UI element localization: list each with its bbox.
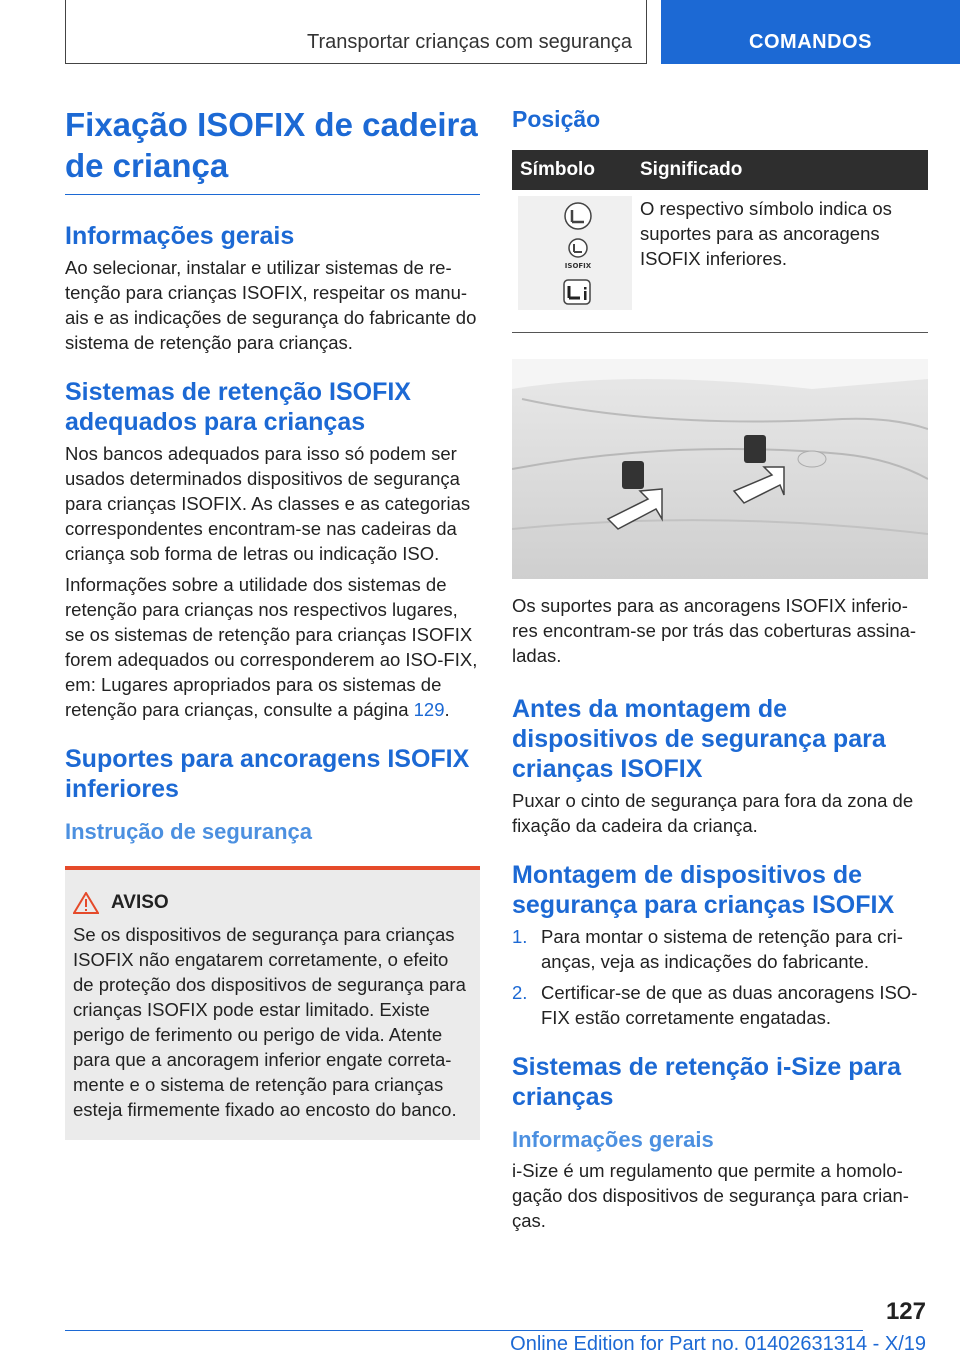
header-section-title: Transportar crianças com segurança [65, 0, 647, 64]
header-chapter-tab[interactable]: COMANDOS [661, 0, 960, 64]
section-isize-title: Sistemas de retenção i-Size para crianças [512, 1053, 902, 1111]
footer-divider [65, 1330, 863, 1331]
isofix-seat-icon [565, 203, 591, 229]
isofix-info-icon [564, 280, 590, 304]
meaning-cell: O respectivo símbolo indica os suportes para as ancoragens ISOFIX inferiores. [640, 198, 892, 269]
section-before-mounting-title: Antes da montagem de dispositivos de segurança para crianças ISOFIX [512, 695, 886, 783]
table-header-row [512, 150, 928, 190]
position-title: Posição [512, 106, 601, 132]
footer-edition: Online Edition for Part no. 01402631314 - X/19 [510, 1333, 926, 1355]
rear-seat-photo [512, 359, 928, 579]
page-title: Fixação ISOFIX de cadeira de criança [65, 106, 478, 184]
warning-text: Se os dispositivos de segurança para crianças ISOFIX não engatarem corretamente, o efeito de proteção dos dispositivos de segurança para crianças ISOFIX pode estar limitado. Existe perigo de ferimento ou perigo de vida. Atente para que a ancoragem inferior engate correta-mente e o sistema de retenção para crianças esteja firmemente fixado ao encosto do banco. [73, 924, 466, 1120]
section-suitable-systems-text-2: Informações sobre a utilidade dos sistemas de retenção para crianças nos respectivos lugares, se os sistemas de retenção para crianças ISOFIX forem adequados ou corresponderem ao ISO-FIX, em: Lugares apropriados para os sistemas de retenção para crianças, consulte a página 129. [65, 574, 478, 720]
warning-triangle-icon [73, 892, 99, 914]
table-bottom-rule [512, 332, 928, 333]
safety-instruction-title: Instrução de segurança [65, 819, 312, 844]
section-before-mounting-text: Puxar o cinto de segurança para fora da zona de fixação da cadeira da criança. [512, 790, 914, 836]
page-link[interactable]: 129 [413, 699, 445, 720]
section-suitable-systems-title: Sistemas de retenção ISOFIX adequados para crianças [65, 378, 411, 436]
isofix-label-icon [565, 239, 592, 270]
table-header-meaning: Significado [632, 150, 928, 190]
section-suitable-systems-text-1: Nos bancos adequados para isso só podem ser usados determinados dispositivos de segurança para crianças ISOFIX. As classes e as categorias correspondentes encontram-se nas cadeiras da criança sob forma de letras ou indicação ISO. [65, 443, 471, 564]
section-general-info-title: Informações gerais [65, 222, 295, 250]
warning-heading [73, 892, 472, 914]
list-item: 1. Para montar o sistema de retenção para cri-anças, veja as indicações do fabricante. [512, 926, 903, 972]
isofix-icon-text: ISOFIX [564, 262, 592, 270]
title-divider [65, 194, 480, 195]
isize-general-info-title: Informações gerais [512, 1127, 714, 1152]
right-column [512, 104, 928, 1233]
list-item: 2. Certificar-se de que as duas ancoragens ISO-FIX estão corretamente engatadas. [512, 982, 918, 1028]
section-mounting-title: Montagem de dispositivos de segurança para crianças ISOFIX [512, 861, 895, 919]
page-number: 127 [885, 1298, 926, 1325]
mounting-steps [512, 924, 928, 1030]
table-row [512, 190, 928, 320]
warning-box [65, 870, 480, 1140]
isize-general-info-text: i-Size é um regulamento que permite a homolo-gação dos dispositivos de segurança para crian-ças. [512, 1160, 909, 1231]
left-column [65, 104, 480, 1140]
section-anchorages-title: Suportes para ancoragens ISOFIX inferiores [65, 745, 470, 803]
warning-label: AVISO [111, 892, 169, 913]
isofix-symbols [518, 196, 632, 310]
section-general-info-text: Ao selecionar, instalar e utilizar sistemas de re-tenção para crianças ISOFIX, respeitar os manu-ais e as indicações de segurança do fabricante do sistema de retenção para crianças. [65, 257, 477, 353]
photo-caption: Os suportes para as ancoragens ISOFIX inferio-res encontram-se por trás das coberturas assina-ladas. [512, 595, 917, 666]
table-header-symbol: Símbolo [512, 150, 632, 190]
rear-seat-illustration [512, 359, 928, 579]
symbol-cell [512, 190, 632, 320]
symbol-table [512, 150, 928, 320]
